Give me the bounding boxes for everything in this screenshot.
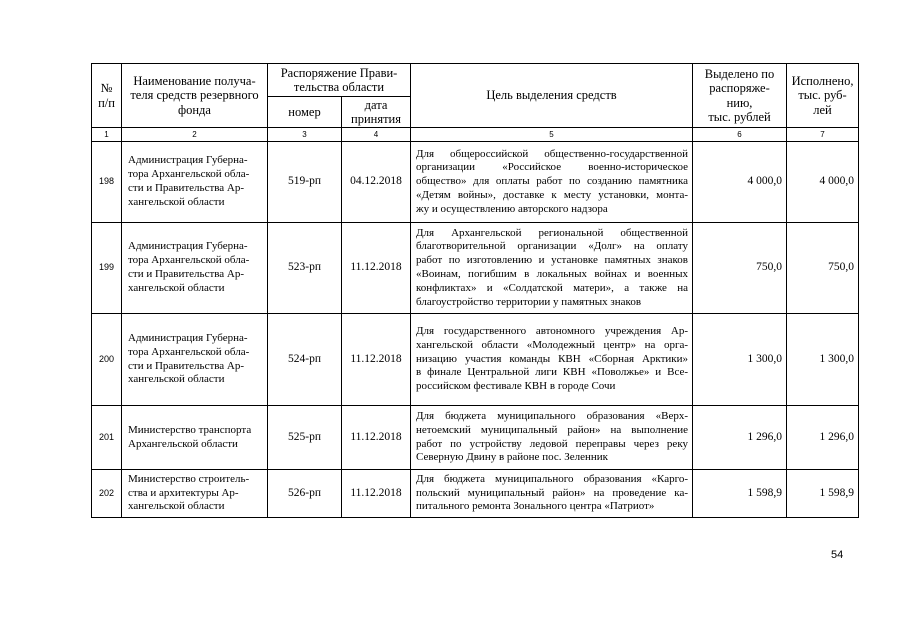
recipient-cell	[122, 470, 268, 518]
purpose-line: хангельской области «Молодежный центр» на орга-	[416, 338, 689, 351]
purpose-line: Для государственного автономного учреждения Ар-	[416, 325, 689, 337]
table-row	[92, 470, 859, 518]
recipient-line: Администрация Губерна-	[128, 331, 248, 344]
header-text-line: распоряже-	[709, 81, 770, 96]
purpose-cell	[411, 406, 693, 470]
header-purpose-cell: Цель выделения средств	[411, 64, 693, 128]
order-number-cell: 526-рп	[268, 470, 342, 518]
recipient-line: Администрация Губерна-	[128, 240, 248, 253]
recipient-line: хангельской области	[128, 195, 225, 208]
purpose-cell	[411, 314, 693, 406]
purpose-line: Для Архангельской региональной общественной	[416, 226, 689, 239]
recipient-cell	[122, 223, 268, 314]
header-text-line: лей	[813, 102, 832, 117]
column-number: 2	[122, 128, 268, 142]
allocated-amount-cell: 1 296,0	[693, 406, 787, 470]
table-row	[92, 223, 859, 314]
header-text-line: Распоряжение Прави-	[280, 65, 398, 80]
executed-amount-cell: 1 296,0	[787, 406, 859, 470]
recipient-line: ства и архитектуры Ар-	[128, 486, 239, 499]
order-number-cell: 523-рп	[268, 223, 342, 314]
row-number-cell: 198	[92, 142, 122, 223]
header-text-line: фонда	[178, 102, 211, 117]
order-date-cell: 11.12.2018	[342, 314, 411, 406]
header-text-line: теля средств резервного	[130, 88, 259, 103]
purpose-line: благоустройство территории у памятных знаков	[416, 295, 642, 308]
purpose-line: питального ремонта Зонального центра «Патриот»	[416, 500, 655, 513]
purpose-line: «Воинам, погибшим в локальных войнах и военных	[416, 268, 689, 280]
executed-amount-cell: 4 000,0	[787, 142, 859, 223]
allocated-amount-cell: 750,0	[693, 223, 787, 314]
recipient-line: Министерство транспорта	[128, 423, 252, 436]
order-date-cell: 11.12.2018	[342, 223, 411, 314]
allocated-amount-cell: 4 000,0	[693, 142, 787, 223]
purpose-cell	[411, 470, 693, 518]
purpose-line: благотворительной организации «Долг» на оплату	[416, 240, 689, 253]
executed-amount-cell: 750,0	[787, 223, 859, 314]
column-numbers-row	[92, 128, 859, 142]
purpose-line: работ по изготовлению и установке памятных знаков	[416, 254, 689, 267]
column-number: 4	[342, 128, 411, 142]
executed-amount-cell: 1 598,9	[787, 470, 859, 518]
header-text-line: тыс. руб-	[798, 88, 847, 103]
header-text-line: принятия	[351, 112, 401, 126]
header-text-line: Наименование получа-	[133, 74, 256, 89]
header-text-line: дата	[364, 97, 388, 112]
executed-amount-cell: 1 300,0	[787, 314, 859, 406]
purpose-cell	[411, 142, 693, 223]
column-number: 7	[787, 128, 859, 142]
purpose-line: конфликтах» и «Солдатской матери», а также на	[416, 281, 689, 294]
purpose-line: общество» для оплаты работ по созданию памятника	[416, 175, 689, 188]
header-text-line: тыс. рублей	[708, 109, 771, 124]
header-executed-cell	[787, 64, 859, 128]
recipient-line: тора Архангельской обла-	[128, 168, 250, 181]
header-text-line: №	[100, 81, 113, 96]
purpose-line: низацию участия команды КВН «Сборная Арктики»	[416, 352, 689, 365]
purpose-line: Для бюджета муниципального образования «Карго-	[416, 472, 689, 485]
recipient-line: Министерство строитель-	[128, 472, 250, 485]
purpose-line: «Детям войны», доставке к месту установки, монта-	[416, 188, 689, 201]
header-text-line: Исполнено,	[791, 74, 854, 89]
table-row	[92, 142, 859, 223]
header-order-number-cell: номер	[268, 97, 342, 128]
recipient-line: хангельской области	[128, 373, 225, 386]
row-number-cell: 200	[92, 314, 122, 406]
order-number-cell: 525-рп	[268, 406, 342, 470]
recipient-line: тора Архангельской обла-	[128, 254, 250, 267]
header-text-line: Выделено по	[704, 67, 775, 82]
header-allocated-cell	[693, 64, 787, 128]
order-date-cell: 04.12.2018	[342, 142, 411, 223]
row-number-cell: 199	[92, 223, 122, 314]
order-date-cell: 11.12.2018	[342, 470, 411, 518]
row-number-cell: 202	[92, 470, 122, 518]
reserve-fund-allocations-table	[91, 63, 859, 518]
purpose-line: жу и осуществлению авторского надзора	[416, 202, 608, 215]
order-number-cell: 524-рп	[268, 314, 342, 406]
recipient-line: хангельской области	[128, 500, 225, 513]
purpose-line: польский муниципальный район» на проведение ка-	[416, 486, 689, 499]
purpose-line: нетоемский муниципальный район» на выполнение	[416, 423, 689, 436]
header-recipient-cell	[122, 64, 268, 128]
purpose-line: Для общероссийской общественно-государственной	[416, 147, 689, 160]
order-date-cell: 11.12.2018	[342, 406, 411, 470]
purpose-line: российском фестивале КВН в городе Сочи	[416, 380, 616, 393]
recipient-line: сти и Правительства Ар-	[128, 268, 245, 280]
recipient-line: хангельской области	[128, 281, 225, 294]
page-number: 54	[831, 549, 844, 561]
recipient-line: Администрация Губерна-	[128, 154, 248, 167]
recipient-line: сти и Правительства Ар-	[128, 182, 245, 194]
recipient-line: тора Архангельской обла-	[128, 345, 250, 358]
recipient-cell	[122, 142, 268, 223]
allocated-amount-cell: 1 300,0	[693, 314, 787, 406]
purpose-line: Северную Двину в районе пос. Зеленник	[416, 451, 608, 464]
column-number: 1	[92, 128, 122, 142]
purpose-line: организации «Российское военно-историческое	[416, 161, 689, 174]
order-number-cell: 519-рп	[268, 142, 342, 223]
recipient-cell	[122, 406, 268, 470]
recipient-cell	[122, 314, 268, 406]
purpose-line: работ по устройству ледовой переправы через реку	[416, 437, 689, 450]
purpose-line: в финале Центральной лиги КВН «Поволжье» и Все-	[416, 366, 689, 379]
header-text-line: нию,	[726, 95, 753, 110]
allocated-amount-cell: 1 598,9	[693, 470, 787, 518]
header-number-cell	[92, 64, 122, 128]
row-number-cell: 201	[92, 406, 122, 470]
column-number: 6	[693, 128, 787, 142]
header-text-line: тельства области	[293, 80, 385, 94]
header-order-date-cell	[342, 97, 411, 128]
table-row	[92, 406, 859, 470]
column-number: 3	[268, 128, 342, 142]
recipient-line: Архангельской области	[128, 437, 238, 450]
table-header-row	[92, 64, 859, 97]
purpose-line: Для бюджета муниципального образования «Верх-	[416, 409, 689, 422]
purpose-cell	[411, 223, 693, 314]
recipient-line: сти и Правительства Ар-	[128, 359, 245, 372]
column-number: 5	[411, 128, 693, 142]
table-row	[92, 314, 859, 406]
header-text-line: п/п	[98, 95, 115, 110]
header-order-group-cell	[268, 64, 411, 97]
